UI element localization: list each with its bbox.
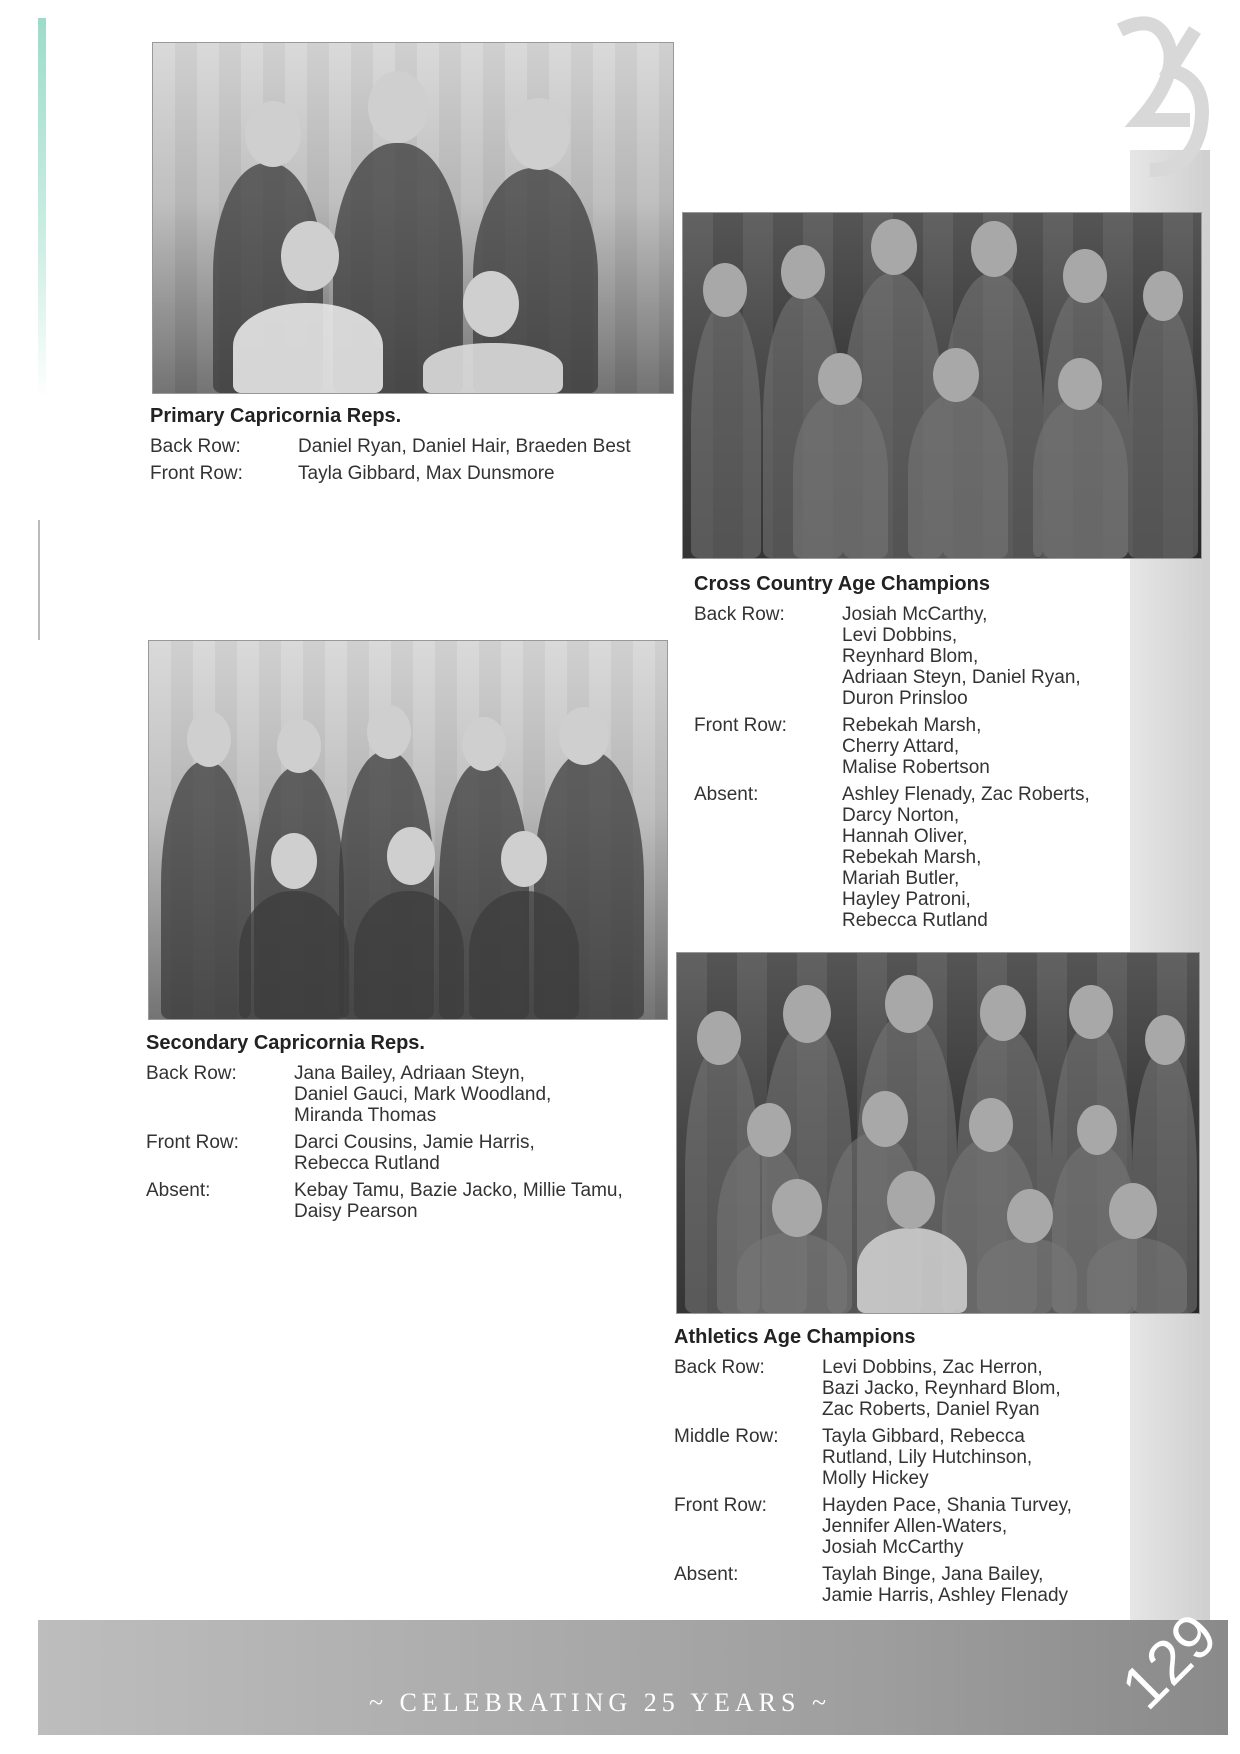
caption-row (146, 1063, 666, 1126)
secondary-reps-title: Secondary Capricornia Reps. (146, 1032, 425, 1054)
row-names: Kebay Tamu, Bazie Jacko, Millie Tamu, Daisy Pearson (294, 1180, 623, 1222)
row-label: Absent: (694, 784, 759, 805)
row-label: Middle Row: (674, 1426, 779, 1447)
row-label: Back Row: (146, 1063, 237, 1084)
caption-row (694, 784, 1134, 931)
primary-reps-title: Primary Capricornia Reps. (150, 405, 402, 427)
row-label: Front Row: (674, 1495, 767, 1516)
caption-row (146, 1180, 666, 1222)
secondary-reps-caption (146, 1032, 666, 1228)
row-names: Taylah Binge, Jana Bailey, Jamie Harris, Ashley Flenady (822, 1564, 1069, 1606)
caption-row (674, 1426, 1114, 1489)
row-label: Back Row: (674, 1357, 765, 1378)
row-label: Absent: (674, 1564, 739, 1585)
athletics-photo (676, 952, 1200, 1314)
athletics-caption (674, 1326, 1114, 1612)
left-edge-stripe (38, 18, 46, 398)
row-names: Tayla Gibbard, Max Dunsmore (298, 463, 555, 484)
caption-row (146, 1132, 666, 1174)
primary-reps-caption (150, 405, 670, 490)
row-names: Daniel Ryan, Daniel Hair, Braeden Best (298, 436, 631, 457)
row-label: Front Row: (146, 1132, 239, 1153)
caption-row (674, 1495, 1114, 1558)
row-label: Front Row: (694, 715, 787, 736)
cross-country-caption (694, 573, 1134, 937)
caption-row (694, 604, 1134, 709)
left-edge-line (38, 520, 40, 640)
caption-row (150, 436, 670, 457)
row-label: Absent: (146, 1180, 211, 1201)
page-number: 129 (1108, 1600, 1231, 1723)
caption-row (674, 1357, 1114, 1420)
cross-country-title: Cross Country Age Champions (694, 573, 990, 595)
footer-celebration-text: ~ CELEBRATING 25 YEARS ~ (368, 1688, 832, 1717)
row-names: Levi Dobbins, Zac Herron, Bazi Jacko, Reynhard Blom, Zac Roberts, Daniel Ryan (822, 1357, 1061, 1420)
row-label: Front Row: (150, 463, 243, 484)
row-names: Darci Cousins, Jamie Harris, Rebecca Rutland (294, 1132, 535, 1174)
cross-country-photo (682, 212, 1202, 559)
row-label: Back Row: (694, 604, 785, 625)
athletics-title: Athletics Age Champions (674, 1326, 916, 1348)
row-label: Back Row: (150, 436, 241, 457)
caption-row (694, 715, 1134, 778)
caption-row (150, 463, 670, 484)
anniversary-25-logo (1100, 10, 1230, 190)
row-names: Josiah McCarthy, Levi Dobbins, Reynhard Blom, Adriaan Steyn, Daniel Ryan, Duron Prinsloo (842, 604, 1081, 709)
row-names: Tayla Gibbard, Rebecca Rutland, Lily Hutchinson, Molly Hickey (822, 1426, 1033, 1489)
row-names: Hayden Pace, Shania Turvey, Jennifer Allen-Waters, Josiah McCarthy (822, 1495, 1072, 1558)
row-names: Jana Bailey, Adriaan Steyn, Daniel Gauci, Mark Woodland, Miranda Thomas (294, 1063, 552, 1126)
primary-reps-photo (152, 42, 674, 394)
secondary-reps-photo (148, 640, 668, 1020)
row-names: Rebekah Marsh, Cherry Attard, Malise Robertson (842, 715, 990, 778)
caption-row (674, 1564, 1114, 1606)
row-names: Ashley Flenady, Zac Roberts, Darcy Norton, Hannah Oliver, Rebekah Marsh, Mariah Butler, Hayley Patroni, Rebecca Rutland (842, 784, 1090, 931)
